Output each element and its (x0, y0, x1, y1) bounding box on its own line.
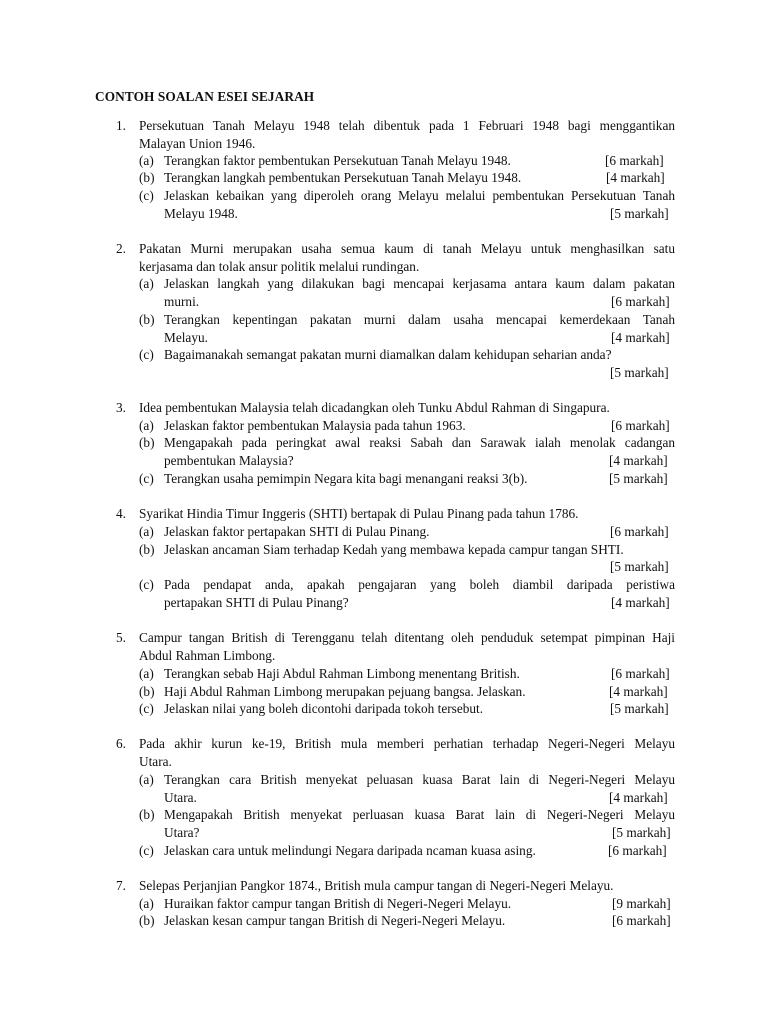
mark-label: [5 markah] (612, 825, 671, 840)
mark-label: [6 markah] (610, 524, 669, 539)
mark-label: [5 markah] (610, 701, 669, 716)
mark-label: [5 markah] (610, 559, 669, 574)
question-stem: Campur tangan British di Terengganu telah ditentang oleh penduduk setempat pimpinan Haji Abdul Rahman Limbong. (139, 630, 675, 663)
question-stem: Idea pembentukan Malaysia telah dicadangkan oleh Tunku Abdul Rahman di Singapura. (139, 400, 610, 415)
mark-label: [6 markah] (611, 294, 670, 309)
question-number: 2. (116, 241, 126, 256)
question-number: 3. (116, 400, 126, 415)
mark-label: [4 markah] (609, 453, 668, 468)
mark-label: [4 markah] (611, 595, 670, 610)
mark-label: [6 markah] (611, 418, 670, 433)
document-page: CONTOH SOALAN ESEI SEJARAH 1. Persekutuan Tanah Melayu 1948 telah dibentuk pada 1 Februari 1948 bagi menggantikan Malayan Union 1946. (a) Terangkan faktor pembentukan Persekutuan Tanah Melayu 1948. [6 markah] (b) Terangkan langkah pembentukan Persekutuan Tanah Melayu 1948. [4 markah] (c) Jelaskan kebaikan yang diperoleh orang Melayu melalui pembentukan Persekutuan Tanah Melayu 1948. [5 markah] 2. Pakatan Murni merupakan usaha semua kaum di tanah Melayu untuk menghasilkan satu kerjasama dan tolak ansur politik melalui rundingan. (a) Jelaskan langkah yang dilakukan bagi mencapai kerjasama antara kaum dalam pakatan murni. [6 markah] (b) Terangkan kepentingan pakatan murni dalam usaha mencapai kemerdekaan Tanah Melayu. [4 markah] (c) Bagaimanakah semangat pakatan murni diamalkan dalam kehidupan seharian anda? [5 markah] 3. Idea pembentukan Malaysia telah dicadangkan oleh Tunku Abdul Rahman di Singapura. (a) Jelaskan faktor pembentukan Malaysia pada tahun 1963. [6 markah] (b) Mengapakah pada peringkat awal reaksi Sabah dan Sarawak ialah menolak cadangan pembentukan Malaysia? [4 markah] (c) Terangkan usaha pemimpin Negara kita bagi menangani reaksi 3(b). [5 markah] 4. Syarikat Hindia Timur Inggeris (SHTI) bertapak di Pulau Pinang pada tahun 1786. (a) Jelaskan faktor pertapakan SHTI di Pulau Pinang. [6 markah] (b) Jelaskan ancaman Siam terhadap Kedah yang membawa kepada campur tangan SHTI. [5 markah] (c) Pada pendapat anda, apakah pengajaran yang boleh diambil daripada peristiwa pertapakan SHTI di Pulau Pinang? [4 markah] 5. Campur tangan British di Terengganu telah ditentang oleh penduduk setempat pimpinan Haji Abdul Rahman Limbong. (a) Terangkan sebab Haji Abdul Rahman Limbong menentang British. [6 markah] (b) Haji Abdul Rahman Limbong merupakan pejuang bangsa. Jelaskan. [4 markah] (c) Jelaskan nilai yang boleh dicontohi daripada tokoh tersebut. [5 markah] 6. Pada akhir kurun ke-19, British mula memberi perhatian terhadap Negeri-Negeri Melayu Utara. (a) Terangkan cara British menyekat peluasan kuasa Barat lain di Negeri-Negeri Melayu Utara. [4 markah] (b) Mengapakah British menyekat perluasan kuasa Barat lain di Negeri-Negeri Melayu Utara? [5 markah] (c) Jelaskan cara untuk melindungi Negara daripada ncaman kuasa asing. [6 markah] 7. Selepas Perjanjian Pangkor 1874., British mula campur tangan di Negeri-Negeri Melayu. (a) Huraikan faktor campur tangan British di Negeri-Negeri Melayu. [9 markah] (b) Jelaskan kesan campur tangan British di Negeri-Negeri Melayu. [6 markah] (95, 89, 675, 928)
mark-label: [5 markah] (609, 471, 668, 486)
mark-label: [5 markah] (610, 206, 669, 221)
question-stem: Pakatan Murni merupakan usaha semua kaum di tanah Melayu untuk menghasilkan satu kerjasama dan tolak ansur politik melalui rundingan. (139, 241, 675, 274)
question-number: 6. (116, 736, 126, 751)
question-number: 7. (116, 878, 126, 893)
mark-label: [4 markah] (606, 170, 665, 185)
mark-label: [4 markah] (609, 790, 668, 805)
mark-label: [6 markah] (605, 153, 664, 168)
question-number: 1. (116, 118, 126, 133)
question-stem: Pada akhir kurun ke-19, British mula memberi perhatian terhadap Negeri-Negeri Melayu Utara. (139, 736, 675, 769)
mark-label: [4 markah] (609, 684, 668, 699)
page-title: CONTOH SOALAN ESEI SEJARAH (95, 89, 315, 104)
question-stem: Selepas Perjanjian Pangkor 1874., British mula campur tangan di Negeri-Negeri Melayu. (139, 878, 614, 893)
mark-label: [6 markah] (608, 843, 667, 858)
mark-label: [6 markah] (612, 913, 671, 928)
question-stem: Persekutuan Tanah Melayu 1948 telah dibentuk pada 1 Februari 1948 bagi menggantikan Malayan Union 1946. (139, 118, 675, 151)
question-number: 5. (116, 630, 126, 645)
mark-label: [5 markah] (610, 365, 669, 380)
mark-label: [9 markah] (612, 896, 671, 911)
mark-label: [4 markah] (611, 330, 670, 345)
question-stem: Syarikat Hindia Timur Inggeris (SHTI) bertapak di Pulau Pinang pada tahun 1786. (139, 506, 579, 521)
mark-label: [6 markah] (611, 666, 670, 681)
question-number: 4. (116, 506, 126, 521)
